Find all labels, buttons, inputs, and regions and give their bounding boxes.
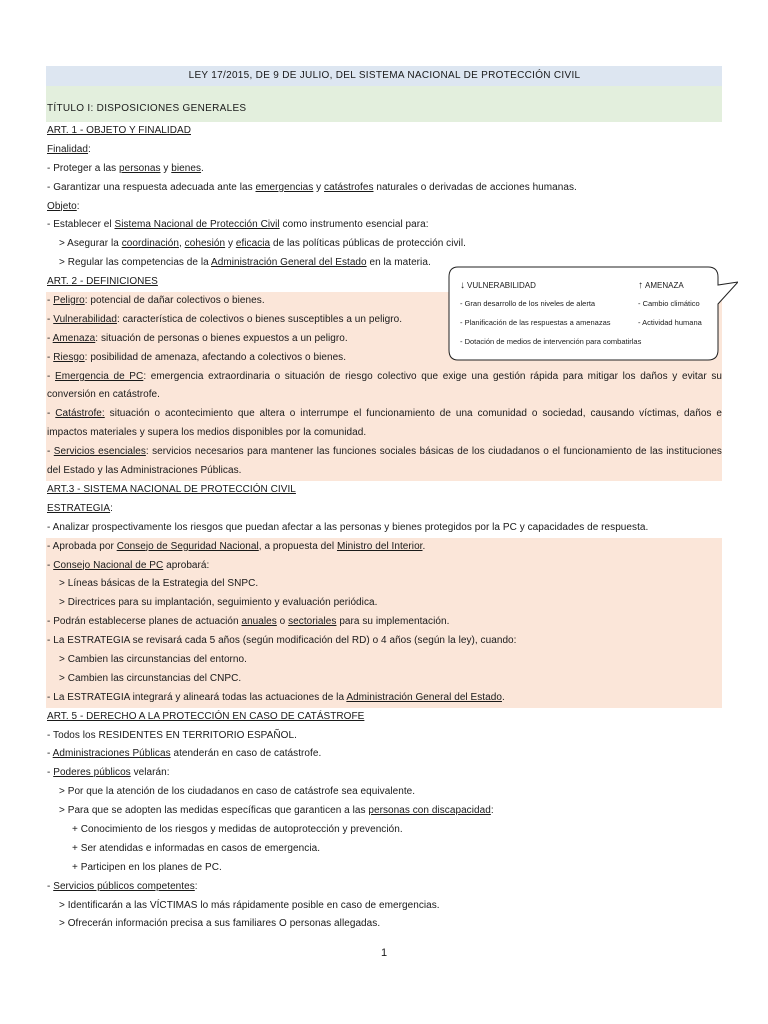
list-item: - Podrán establecerse planes de actuación anuales o sectoriales para su implementación. <box>46 613 722 632</box>
definition-item: - Peligro: potencial de dañar colectivos o bienes. <box>46 292 722 311</box>
list-item: - Aprobada por Consejo de Seguridad Nacional, a propuesta del Ministro del Interior. <box>46 538 722 557</box>
callout-item: - Planificación de las respuestas a amenazas <box>460 318 611 327</box>
list-item: - Todos los RESIDENTES EN TERRITORIO ESPAÑOL. <box>47 729 297 741</box>
list-item: + Participen en los planes de PC. <box>72 861 222 873</box>
document-body <box>46 66 722 934</box>
titulo-heading: TÍTULO I: DISPOSICIONES GENERALES <box>46 86 722 122</box>
list-item: - Administraciones Públicas atenderán en caso de catástrofe. <box>47 748 322 760</box>
callout-item: - Cambio climático <box>638 299 700 308</box>
art1-heading: ART. 1 - OBJETO Y FINALIDAD <box>47 125 191 136</box>
speech-bubble-callout <box>448 266 738 362</box>
list-item: + Ser atendidas e informadas en casos de emergencia. <box>72 842 321 854</box>
list-item: > Por que la atención de los ciudadanos en caso de catástrofe sea equivalente. <box>59 786 416 798</box>
callout-item: - Dotación de medios de intervención para combatirlas <box>460 337 642 346</box>
list-item: > Asegurar la coordinación, cohesión y eficacia de las políticas públicas de protección civil. <box>59 238 466 250</box>
definition-item: - Catástrofe: situación o acontecimiento que altera o interrumpe el funcionamiento de una comunidad o sociedad, causando víctimas, daños e impactos materiales y supera los medios disponibles por la comunidad. <box>46 405 722 443</box>
art2-heading: ART. 2 - DEFINICIONES <box>47 276 158 288</box>
definition-item: - Emergencia de PC: emergencia extraordinaria o situación de riesgo colectivo que exige una gestión rápida para mitigar los daños y evitar su conversión en catástrofe. <box>46 368 722 406</box>
list-item: > Directrices para su implantación, seguimiento y evaluación periódica. <box>46 594 722 613</box>
definition-item: - Amenaza: situación de personas o bienes expuestos a un peligro. <box>46 330 722 349</box>
list-item: > Regular las competencias de la Administración General del Estado en la materia. <box>59 257 431 269</box>
list-item: > Cambien las circunstancias del entorno. <box>46 651 722 670</box>
list-item: - Proteger a las personas y bienes. <box>47 162 204 174</box>
list-item: - Poderes públicos velarán: <box>47 767 170 779</box>
callout-item: - Actividad humana <box>638 318 702 327</box>
list-item: - Garantizar una respuesta adecuada ante las emergencias y catástrofes naturales o derivadas de acciones humanas. <box>47 181 577 193</box>
list-item: > Líneas básicas de la Estrategia del SNPC. <box>46 575 722 594</box>
callout-item: - Gran desarrollo de los niveles de alerta <box>460 299 596 308</box>
list-item: > Cambien las circunstancias del CNPC. <box>46 670 722 689</box>
arrow-up-icon: ↑ <box>638 280 643 291</box>
list-item: - La ESTRATEGIA integrará y alineará todas las actuaciones de la Administración General del Estado. <box>46 689 722 708</box>
list-item: > Para que se adopten las medidas específicas que garanticen a las personas con discapacidad: <box>59 805 494 817</box>
document-title: LEY 17/2015, DE 9 DE JULIO, DEL SISTEMA NACIONAL DE PROTECCIÓN CIVIL <box>46 66 722 86</box>
list-item: > Ofrecerán información precisa a sus familiares O personas allegadas. <box>59 918 381 930</box>
vulnerabilidad-heading: ↓ VULNERABILIDAD <box>460 280 536 291</box>
definition-item: - Riesgo: posibilidad de amenaza, afectando a colectivos o bienes. <box>46 349 722 368</box>
page-number: 1 <box>380 947 388 959</box>
estrategia-label: ESTRATEGIA: <box>47 502 113 514</box>
art5-heading: ART. 5 - DERECHO A LA PROTECCIÓN EN CASO DE CATÁSTROFE <box>47 710 365 722</box>
list-item: - Consejo Nacional de PC aprobará: <box>46 557 722 576</box>
list-item: + Conocimiento de los riesgos y medidas de autoprotección y prevención. <box>72 824 403 835</box>
list-item: - Analizar prospectivamente los riesgos que puedan afectar a las personas y bienes protegidos por la PC y capacidades de respuesta. <box>47 521 649 533</box>
objeto-label: Objeto: <box>47 200 80 212</box>
art3-heading: ART.3 - SISTEMA NACIONAL DE PROTECCIÓN CIVIL <box>47 483 296 495</box>
definition-item: - Servicios esenciales: servicios necesarios para mantener las funciones sociales básicas de los ciudadanos o el funcionamiento de las instituciones del Estado y las Administraciones Públicas. <box>46 443 722 481</box>
list-item: - La ESTRATEGIA se revisará cada 5 años (según modificación del RD) o 4 años (según la ley), cuando: <box>46 632 722 651</box>
list-item: - Servicios públicos competentes: <box>47 880 198 892</box>
list-item: - Establecer el Sistema Nacional de Protección Civil como instrumento esencial para: <box>47 219 429 231</box>
finalidad-label: Finalidad: <box>47 143 91 155</box>
list-item: > Identificarán a las VÍCTIMAS lo más rápidamente posible en caso de emergencias. <box>59 899 440 911</box>
amenaza-heading: ↑ AMENAZA <box>638 280 684 291</box>
arrow-down-icon: ↓ <box>460 280 465 291</box>
definition-item: - Vulnerabilidad: característica de colectivos o bienes susceptibles a un peligro. <box>46 311 722 330</box>
